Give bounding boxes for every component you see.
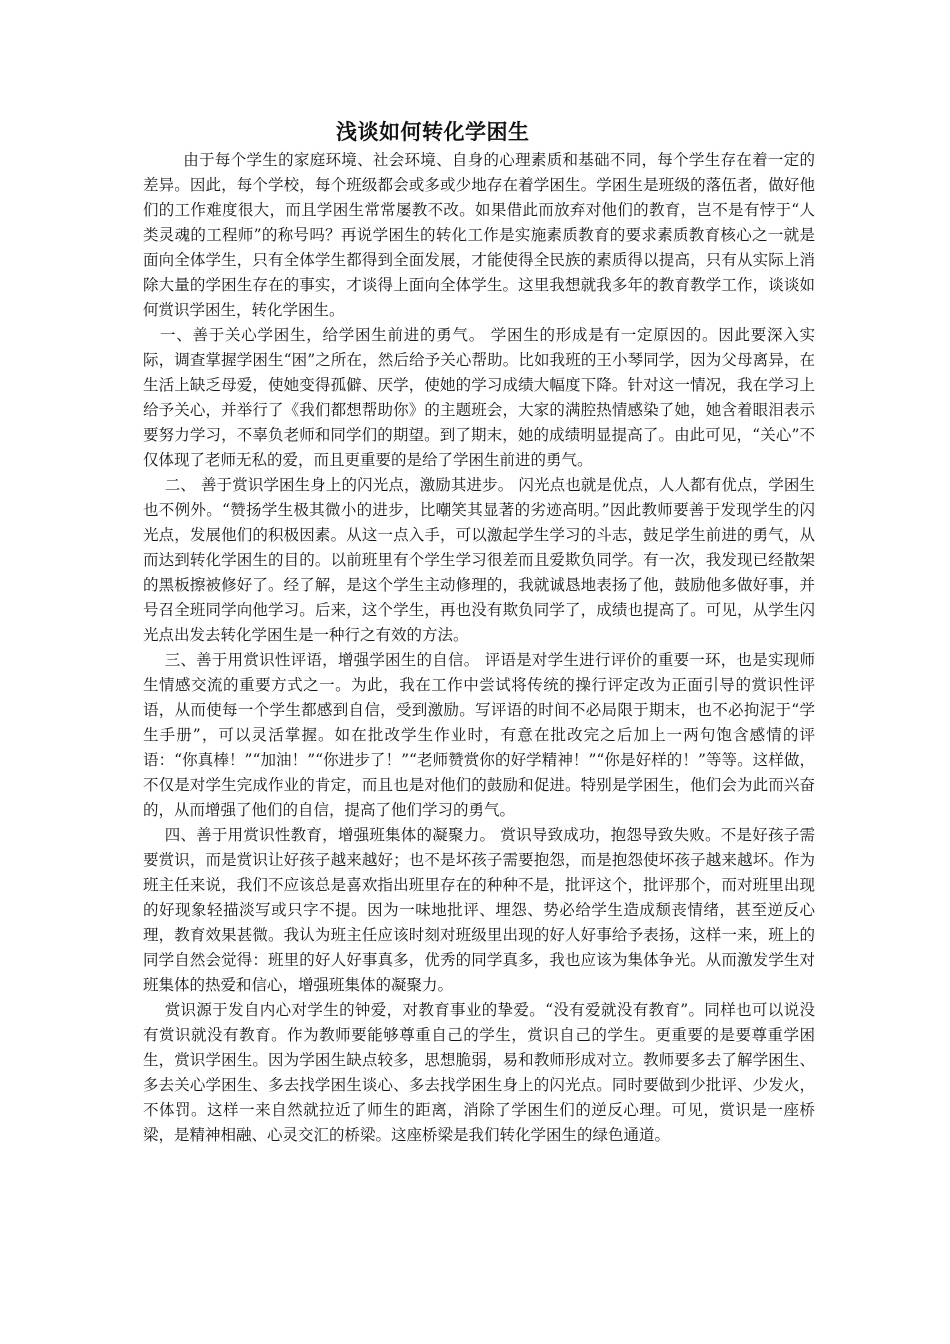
paragraph-section-4: 四、善于用赏识性教育，增强班集体的凝聚力。 赏识导致成功，抱怨导致失败。不是好孩子需要赏识，而是赏识让好孩子越来越好；也不是坏孩子需要抱怨，而是抱怨使坏孩子越来越坏。作为班主任来说，我们不应该总是喜欢指出班里存在的种种不是，批评这个，批评那个，而对班里出现的好现象轻描淡写或只字不提。因为一味地批评、埋怨、势必给学生造成颓丧情绪，甚至逆反心理，教育效果甚微。我认为班主任应该时刻对班级里出现的好人好事给予表扬，这样一来，班上的同学自然会觉得：班里的好人好事真多，优秀的同学真多，我也应该为集体争光。从而激发学生对班集体的热爱和信心，增强班集体的凝聚力。 <box>143 826 815 994</box>
paragraph-section-3: 三、善于用赏识性评语，增强学困生的自信。 评语是对学生进行评价的重要一环，也是实现师生情感交流的重要方式之一。为此，我在工作中尝试将传统的操行评定改为正面引导的赏识性评语，从而使每一个学生都感到自信，受到激励。写评语的时间不必局限于期末，也不必拘泥于“学生手册”，可以灵活掌握。如在批改学生作业时，有意在批改完之后加上一两句饱含感情的评语：“你真棒！”“加油！”“你进步了！”“老师赞赏你的好学精神！”“你是好样的！”等等。这样做，不仅是对学生完成作业的肯定，而且也是对他们的鼓励和促进。特别是学困生，他们会为此而兴奋的，从而增强了他们的自信，提高了他们学习的勇气。 <box>143 651 815 819</box>
paragraph-section-1: 一、善于关心学困生，给学困生前进的勇气。 学困生的形成是有一定原因的。因此要深入实际，调查掌握学困生“困”之所在，然后给予关心帮助。比如我班的王小琴同学，因为父母离异，在生活上缺乏母爱，使她变得孤僻、厌学，使她的学习成绩大幅度下降。针对这一情况，我在学习上给予关心，并举行了《我们都想帮助你》的主题班会，大家的满腔热情感染了她，她含着眼泪表示要努力学习，不辜负老师和同学们的期望。到了期末，她的成绩明显提高了。由此可见，“关心”不仅体现了老师无私的爱，而且更重要的是给了学困生前进的勇气。 <box>143 326 815 469</box>
paragraph-intro: 由于每个学生的家庭环境、社会环境、自身的心理素质和基础不同，每个学生存在着一定的差异。因此，每个学校，每个班级都会或多或少地存在着学困生。学困生是班级的落伍者，做好他们的工作难度很大，而且学困生常常屡教不改。如果借此而放弃对他们的教育，岂不是有悖于“人类灵魂的工程师”的称号吗？再说学困生的转化工作是实施素质教育的要求素质教育核心之一就是面向全体学生，只有全体学生都得到全面发展，才能使得全民族的素质得以提高，只有从实际上消除大量的学困生存在的事实，才谈得上面向全体学生。这里我想就我多年的教育教学工作，谈谈如何赏识学困生，转化学困生。 <box>143 151 815 319</box>
paragraph-conclusion: 赏识源于发自内心对学生的钟爱，对教育事业的挚爱。“没有爱就没有教育”。同样也可以说没有赏识就没有教育。作为教师要能够尊重自己的学生，赏识自己的学生。更重要的是要尊重学困生，赏识学困生。因为学困生缺点较多，思想脆弱，易和教师形成对立。教师要多去了解学困生、多去关心学困生、多去找学困生谈心、多去找学困生身上的闪光点。同时要做到少批评、少发火，不体罚。这样一来自然就拉近了师生的距离，消除了学困生们的逆反心理。可见，赏识是一座桥梁，是精神相融、心灵交汇的桥梁。这座桥梁是我们转化学困生的绿色通道。 <box>143 1001 815 1144</box>
document-title: 浅谈如何转化学困生 <box>336 120 530 144</box>
paragraph-section-2: 二、 善于赏识学困生身上的闪光点，激励其进步。 闪光点也就是优点，人人都有优点，学困生也不例外。“赞扬学生极其微小的进步，比嘲笑其显著的劣迹高明。”因此教师要善于发现学生的闪光点，发展他们的积极因素。从这一点入手，可以激起学生学习的斗志，鼓足学生前进的勇气，从而达到转化学困生的目的。以前班里有个学生学习很差而且爱欺负同学。有一次，我发现已经散架的黑板擦被修好了。经了解，是这个学生主动修理的，我就诚恳地表扬了他，鼓励他多做好事，并号召全班同学向他学习。后来，这个学生，再也没有欺负同学了，成绩也提高了。可见，从学生闪光点出发去转化学困生是一种行之有效的方法。 <box>143 476 815 644</box>
document-page <box>143 116 815 1148</box>
